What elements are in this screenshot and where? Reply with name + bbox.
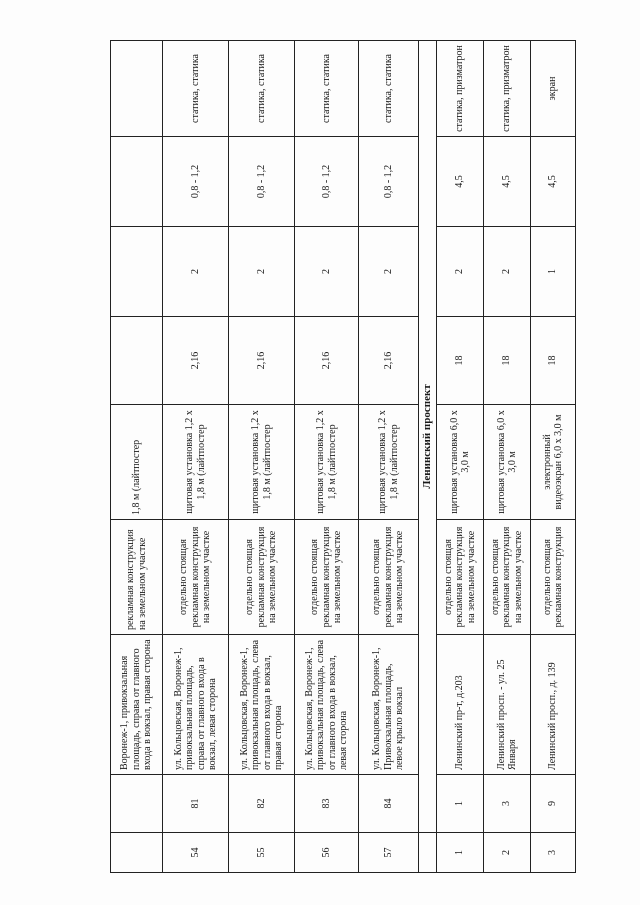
cell-sides: 2 [229, 227, 295, 317]
cell-number: 54 [163, 833, 229, 873]
cell-area: 2,16 [163, 317, 229, 405]
cell-type: отдельно стоящая рекламная конструкция на земельном участке [359, 520, 419, 635]
cell-height: 4,5 [531, 137, 576, 227]
cell-sides: 1 [531, 227, 576, 317]
cell-view: статика, призматрон [484, 41, 531, 137]
cell-code: 83 [295, 775, 359, 833]
cell-format: щитовая установка 1,2 х 1,8 м (лайтпостер [163, 405, 229, 520]
cell-number: 55 [229, 833, 295, 873]
table-row [359, 41, 419, 873]
cell-height: 0,8 - 1,2 [295, 137, 359, 227]
cell-sides: 2 [163, 227, 229, 317]
cell-area: 18 [437, 317, 484, 405]
table-row [484, 41, 531, 873]
table-row [295, 41, 359, 873]
cell-type: отдельно стоящая рекламная конструкция на земельном участке [229, 520, 295, 635]
cell-type: отдельно стоящая рекламная конструкция на земельном участке [484, 520, 531, 635]
table-row [163, 41, 229, 873]
cell-location: Ленинский просп. - ул. 25 Января [484, 635, 531, 775]
table-row [437, 41, 484, 873]
cell-format: электронный видеоэкран 6,0 х 3,0 м [531, 405, 576, 520]
cell-code: 84 [359, 775, 419, 833]
cell-number: 1 [437, 833, 484, 873]
section-title: Ленинский проспект [419, 41, 437, 833]
advertising-structures-table [110, 40, 576, 873]
cell-area: 18 [484, 317, 531, 405]
cell-type: отдельно стоящая рекламная конструкция на земельном участке [163, 520, 229, 635]
cell-height: 0,8 - 1,2 [163, 137, 229, 227]
cell-location: Воронеж-1, привокзальная площадь, справа от главного входа в вокзал, правая сторона [111, 635, 163, 775]
cell-sides: 2 [359, 227, 419, 317]
cell-code: 81 [163, 775, 229, 833]
rotated-table-container [110, 41, 575, 873]
table-row [531, 41, 576, 873]
cell-height: 4,5 [484, 137, 531, 227]
cell-sides: 2 [484, 227, 531, 317]
cell-type: рекламная конструкция на земельном участке [111, 520, 163, 635]
cell-code: 82 [229, 775, 295, 833]
cell-location: ул. Кольцовская, Воронеж-1, привокзальная площадь, слева от главного входа в вокзал, правая сторона [229, 635, 295, 775]
cell-code: 3 [484, 775, 531, 833]
cell-view: статика, статика [359, 41, 419, 137]
cell-location: Ленинский пр-т, д.203 [437, 635, 484, 775]
cell-height: 0,8 - 1,2 [229, 137, 295, 227]
cell-format: щитовая установка 1,2 х 1,8 м (лайтпостер [295, 405, 359, 520]
section-row [419, 41, 437, 873]
cell-format: щитовая установка 6,0 х 3,0 м [437, 405, 484, 520]
cell-view: статика, статика [229, 41, 295, 137]
cell-height [111, 137, 163, 227]
table-row [229, 41, 295, 873]
cell-location: ул. Кольцовская, Воронеж-1, Привокзальная площадь, левое крыло вокзал [359, 635, 419, 775]
cell-area: 2,16 [359, 317, 419, 405]
cell-format: щитовая установка 6,0 х 3,0 м [484, 405, 531, 520]
cell-number: 3 [531, 833, 576, 873]
cell-area: 18 [531, 317, 576, 405]
cell-code: 9 [531, 775, 576, 833]
cell-view: статика, статика [295, 41, 359, 137]
cell-number: 56 [295, 833, 359, 873]
cell-code: 1 [437, 775, 484, 833]
cell-area: 2,16 [295, 317, 359, 405]
cell-location: Ленинский просп., д. 139 [531, 635, 576, 775]
cell-area [111, 317, 163, 405]
cell-type: отдельно стоящая рекламная конструкция на земельном участке [295, 520, 359, 635]
cell-number [111, 833, 163, 873]
cell-number [419, 833, 437, 873]
cell-location: ул. Кольцовская, Воронеж-1, привокзальная площадь, справа от главного входа в вокзал, левая сторона [163, 635, 229, 775]
cell-height: 4,5 [437, 137, 484, 227]
cell-view: статика, призматрон [437, 41, 484, 137]
cell-type: отдельно стоящая рекламная конструкция на земельном участке [437, 520, 484, 635]
cell-location: ул. Кольцовская, Воронеж-1, привокзальная площадь, слева от главного входа в вокзал, левая сторона [295, 635, 359, 775]
cell-format: 1,8 м (лайтпостер [111, 405, 163, 520]
cell-view [111, 41, 163, 137]
table-row [111, 41, 163, 873]
cell-sides [111, 227, 163, 317]
cell-format: щитовая установка 1,2 х 1,8 м (лайтпостер [359, 405, 419, 520]
cell-sides: 2 [437, 227, 484, 317]
cell-view: экран [531, 41, 576, 137]
cell-area: 2,16 [229, 317, 295, 405]
cell-height: 0,8 - 1,2 [359, 137, 419, 227]
cell-view: статика, статика [163, 41, 229, 137]
cell-number: 2 [484, 833, 531, 873]
cell-type: отдельно стоящая рекламная конструкция [531, 520, 576, 635]
cell-format: щитовая установка 1,2 х 1,8 м (лайтпостер [229, 405, 295, 520]
cell-code [111, 775, 163, 833]
cell-sides: 2 [295, 227, 359, 317]
cell-number: 57 [359, 833, 419, 873]
